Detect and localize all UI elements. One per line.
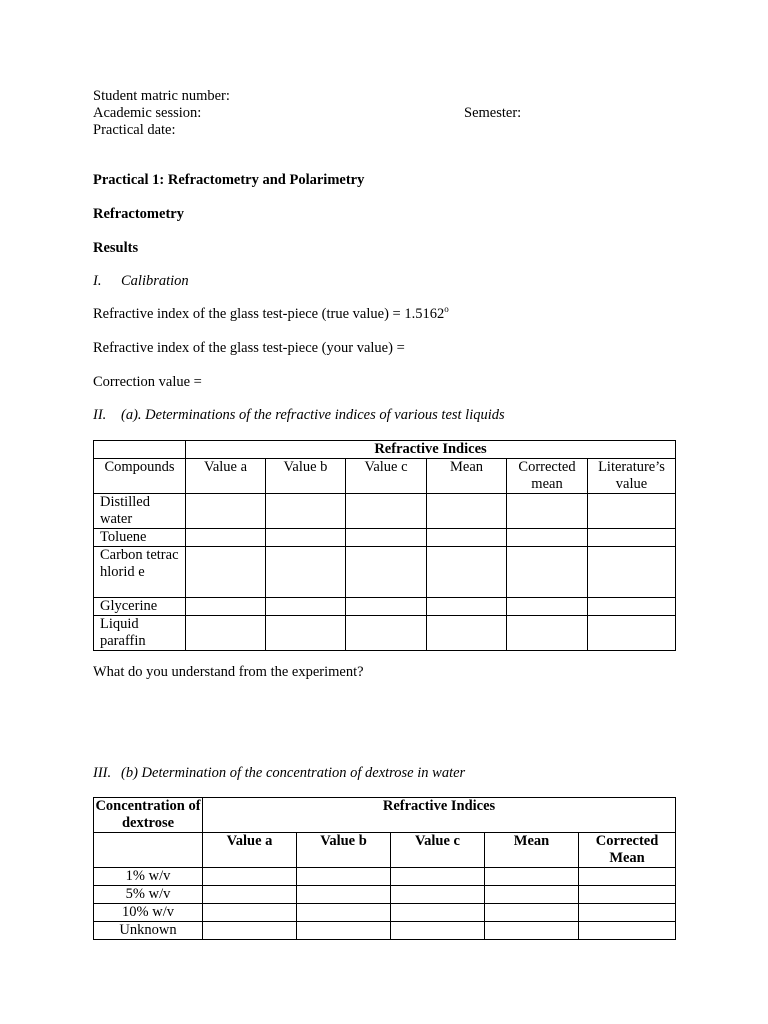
value-cell[interactable]: [266, 529, 346, 547]
value-cell[interactable]: [588, 598, 676, 616]
value-cell[interactable]: [427, 616, 507, 651]
value-cell[interactable]: [266, 494, 346, 529]
value-cell[interactable]: [507, 494, 588, 529]
value-cell[interactable]: [485, 886, 579, 904]
value-cell[interactable]: [588, 547, 676, 598]
part3-number: III.: [93, 765, 112, 781]
value-cell[interactable]: [346, 494, 427, 529]
value-cell[interactable]: [588, 616, 676, 651]
column-header: Mean: [485, 833, 579, 868]
group-header: Refractive Indices: [203, 798, 676, 833]
table-row: [94, 886, 676, 904]
understanding-question: What do you understand from the experiment?: [93, 664, 364, 680]
value-cell[interactable]: [427, 598, 507, 616]
value-cell[interactable]: [266, 547, 346, 598]
value-cell[interactable]: [579, 922, 676, 940]
value-cell[interactable]: [485, 904, 579, 922]
concentration-label: 1% w/v: [94, 868, 203, 886]
value-cell[interactable]: [391, 886, 485, 904]
value-cell[interactable]: [427, 494, 507, 529]
value-cell[interactable]: [297, 922, 391, 940]
correction-line: Correction value =: [93, 374, 202, 390]
value-cell[interactable]: [507, 616, 588, 651]
value-cell[interactable]: [485, 922, 579, 940]
blank-header-cell: [94, 441, 186, 459]
value-cell[interactable]: [507, 547, 588, 598]
value-cell[interactable]: [391, 904, 485, 922]
value-cell[interactable]: [203, 904, 297, 922]
column-header: Mean: [427, 459, 507, 494]
true-value-superscript: o: [444, 304, 449, 314]
part2-heading: (a). Determinations of the refractive indices of various test liquids: [121, 407, 505, 423]
value-cell[interactable]: [346, 547, 427, 598]
value-cell[interactable]: [427, 547, 507, 598]
compound-name: Carbon tetrachlorid e: [94, 547, 186, 598]
your-value-line: Refractive index of the glass test-piece (your value) =: [93, 340, 405, 356]
value-cell[interactable]: [346, 529, 427, 547]
column-header: Corrected Mean: [579, 833, 676, 868]
value-cell[interactable]: [186, 529, 266, 547]
calibration-heading: Calibration: [121, 273, 189, 289]
semester-label: Semester:: [464, 105, 522, 121]
value-cell[interactable]: [297, 868, 391, 886]
value-cell[interactable]: [203, 922, 297, 940]
value-cell[interactable]: [507, 529, 588, 547]
table-row: [94, 616, 676, 651]
part2-number: II.: [93, 407, 107, 423]
column-header: Corrected mean: [507, 459, 588, 494]
true-value-line: [93, 306, 449, 323]
section-refractometry: Refractometry: [93, 206, 184, 222]
table-row: [94, 547, 676, 598]
value-cell[interactable]: [427, 529, 507, 547]
value-cell[interactable]: [485, 868, 579, 886]
value-cell[interactable]: [186, 616, 266, 651]
table-row: [94, 598, 676, 616]
value-cell[interactable]: [203, 868, 297, 886]
value-cell[interactable]: [579, 868, 676, 886]
table-row: [94, 494, 676, 529]
concentration-header: Concentration of dextrose: [95, 798, 201, 831]
table-row: [94, 529, 676, 547]
compound-name: Liquid paraffin: [94, 616, 186, 651]
practical-date-label: Practical date:: [93, 122, 176, 138]
dextrose-table: [93, 797, 676, 940]
value-cell[interactable]: [186, 547, 266, 598]
value-cell[interactable]: [588, 494, 676, 529]
blank-header-cell: [94, 833, 203, 868]
value-cell[interactable]: [579, 904, 676, 922]
group-header: Refractive Indices: [186, 441, 676, 459]
column-header: Value b: [297, 833, 391, 868]
calibration-number: I.: [93, 273, 102, 289]
value-cell[interactable]: [266, 598, 346, 616]
column-header: Value b: [266, 459, 346, 494]
value-cell[interactable]: [297, 904, 391, 922]
value-cell[interactable]: [579, 886, 676, 904]
value-cell[interactable]: [507, 598, 588, 616]
value-cell[interactable]: [266, 616, 346, 651]
value-cell[interactable]: [391, 922, 485, 940]
concentration-label: 5% w/v: [94, 886, 203, 904]
compound-name: Glycerine: [94, 598, 186, 616]
student-matric-label: Student matric number:: [93, 88, 230, 104]
true-value-text: Refractive index of the glass test-piece (true value) = 1.5162: [93, 306, 445, 322]
value-cell[interactable]: [588, 529, 676, 547]
column-header: Value a: [186, 459, 266, 494]
value-cell[interactable]: [346, 598, 427, 616]
table-row: [94, 904, 676, 922]
column-header: Value c: [346, 459, 427, 494]
part3-heading: (b) Determination of the concentration of dextrose in water: [121, 765, 466, 781]
practical-title: Practical 1: Refractometry and Polarimetry: [93, 172, 365, 188]
concentration-label: 10% w/v: [94, 904, 203, 922]
value-cell[interactable]: [203, 886, 297, 904]
section-results: Results: [93, 240, 139, 256]
column-header: Value a: [203, 833, 297, 868]
value-cell[interactable]: [391, 868, 485, 886]
value-cell[interactable]: [186, 598, 266, 616]
compound-name: Distilled water: [94, 494, 186, 529]
value-cell[interactable]: [186, 494, 266, 529]
column-header: Literature’s value: [588, 459, 676, 494]
column-header: Compounds: [94, 459, 186, 494]
value-cell[interactable]: [346, 616, 427, 651]
table-row: [94, 922, 676, 940]
column-header: Value c: [391, 833, 485, 868]
academic-session-label: Academic session:: [93, 105, 202, 121]
compound-name: Toluene: [94, 529, 186, 547]
refractive-indices-table: [93, 440, 676, 651]
value-cell[interactable]: [297, 886, 391, 904]
concentration-label: Unknown: [94, 922, 203, 940]
table-row: [94, 868, 676, 886]
